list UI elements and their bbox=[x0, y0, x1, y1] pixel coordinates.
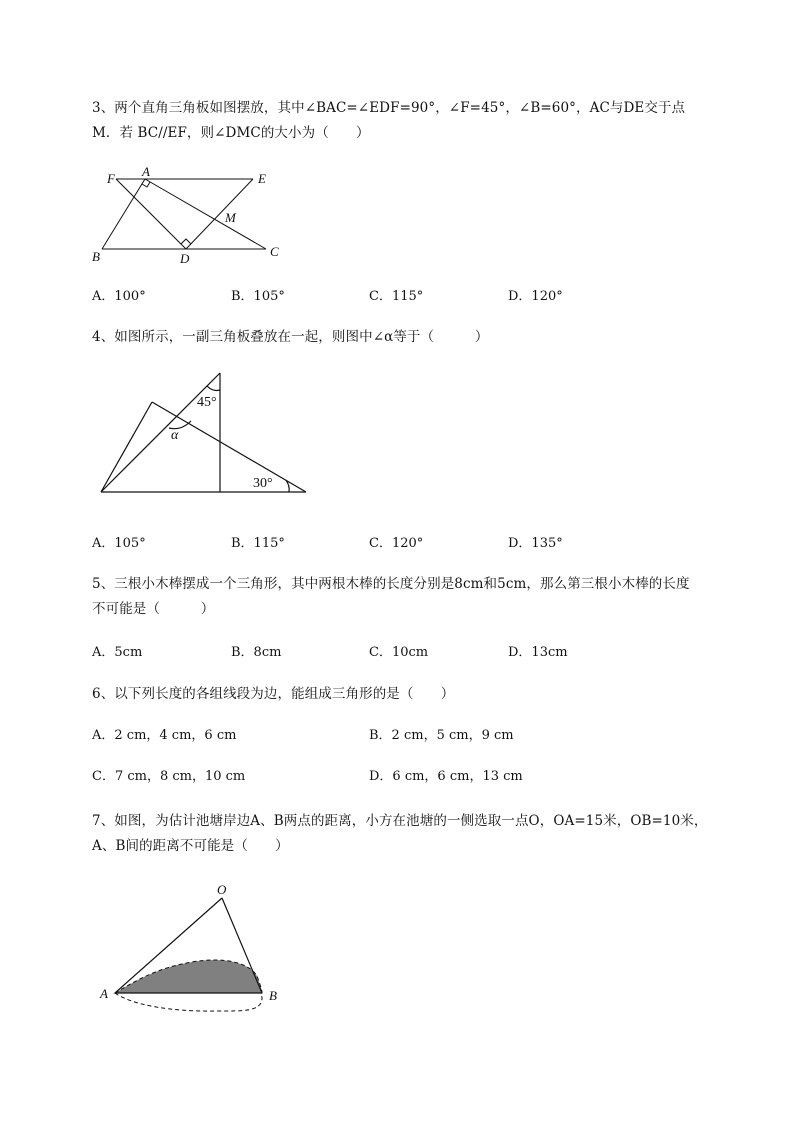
option-c[interactable]: C．7 cm，8 cm，10 cm bbox=[92, 769, 246, 784]
question-3-text-line1: 3、两个直角三角板如图摆放，其中∠BAC=∠EDF=90°，∠F=45°，∠B=60°，AC与DE交于点 bbox=[92, 100, 686, 116]
short-edge-30 bbox=[101, 402, 152, 492]
question-4-text-line1: 4、如图所示，一副三角板叠放在一起，则图中∠α等于（ ） bbox=[92, 329, 489, 345]
option-c[interactable]: C．10cm bbox=[369, 645, 429, 660]
question-6 bbox=[92, 682, 742, 707]
option-b[interactable]: B．115° bbox=[231, 536, 285, 551]
label-45-degrees: 45° bbox=[197, 395, 217, 410]
label-b: B bbox=[92, 249, 100, 264]
pond-outline-lower bbox=[115, 993, 262, 1011]
segment-ba bbox=[102, 179, 145, 249]
option-d[interactable]: D．13cm bbox=[508, 645, 568, 660]
label-d: D bbox=[180, 251, 190, 266]
option-a[interactable]: A．105° bbox=[92, 536, 146, 551]
question-7 bbox=[92, 809, 742, 859]
question-5-text-line1: 5、三根小木棒摆成一个三角形，其中两根木棒的长度分别是8cm和5cm，那么第三根小木棒的长度 bbox=[92, 576, 690, 592]
option-c[interactable]: C．115° bbox=[369, 289, 424, 304]
pond-shape bbox=[115, 960, 262, 993]
question-7-text-line2: A、B间的距离不可能是（ ） bbox=[92, 838, 289, 854]
option-d[interactable]: D．120° bbox=[508, 289, 563, 304]
option-c[interactable]: C．120° bbox=[369, 536, 424, 551]
label-a: A bbox=[142, 164, 150, 179]
hypotenuse-45 bbox=[101, 373, 220, 492]
question-3 bbox=[92, 96, 742, 146]
label-30-degrees: 30° bbox=[253, 476, 273, 491]
segment-ac bbox=[145, 179, 266, 249]
angle-arc-45 bbox=[207, 386, 220, 391]
option-a[interactable]: A．100° bbox=[92, 289, 146, 304]
question-7-text-line1: 7、如图，为估计池塘岸边A、B两点的距离，小方在池塘的一侧选取一点O，OA=15米，OB=10米， bbox=[92, 813, 708, 829]
option-b[interactable]: B．2 cm，5 cm，9 cm bbox=[369, 728, 514, 743]
question-3-figure bbox=[88, 160, 298, 270]
question-6-text-line1: 6、以下列长度的各组线段为边，能组成三角形的是（ ） bbox=[92, 686, 455, 702]
question-5 bbox=[92, 572, 742, 622]
label-m: M bbox=[225, 210, 236, 225]
option-b[interactable]: B．105° bbox=[231, 289, 285, 304]
label-a: A bbox=[100, 986, 108, 1001]
label-c: C bbox=[270, 244, 279, 259]
option-d[interactable]: D．135° bbox=[508, 536, 563, 551]
question-4-figure bbox=[95, 365, 315, 500]
label-o: O bbox=[217, 882, 227, 897]
label-b: B bbox=[269, 988, 277, 1003]
question-7-figure bbox=[92, 880, 292, 1020]
segment-de bbox=[186, 179, 253, 249]
label-alpha: α bbox=[171, 428, 179, 443]
option-a[interactable]: A．5cm bbox=[92, 645, 143, 660]
option-a[interactable]: A．2 cm，4 cm，6 cm bbox=[92, 728, 237, 743]
hypotenuse-30 bbox=[152, 402, 306, 492]
label-f: F bbox=[107, 171, 115, 186]
label-e: E bbox=[258, 171, 266, 186]
segment-fd bbox=[116, 179, 186, 249]
option-b[interactable]: B．8cm bbox=[231, 645, 282, 660]
question-3-text-line2: M．若 BC//EF，则∠DMC的大小为（ ） bbox=[92, 125, 370, 141]
question-4 bbox=[92, 325, 742, 350]
option-d[interactable]: D．6 cm，6 cm，13 cm bbox=[369, 769, 523, 784]
right-angle-mark-d bbox=[181, 239, 191, 244]
question-5-text-line2: 不可能是（ ） bbox=[92, 601, 215, 617]
